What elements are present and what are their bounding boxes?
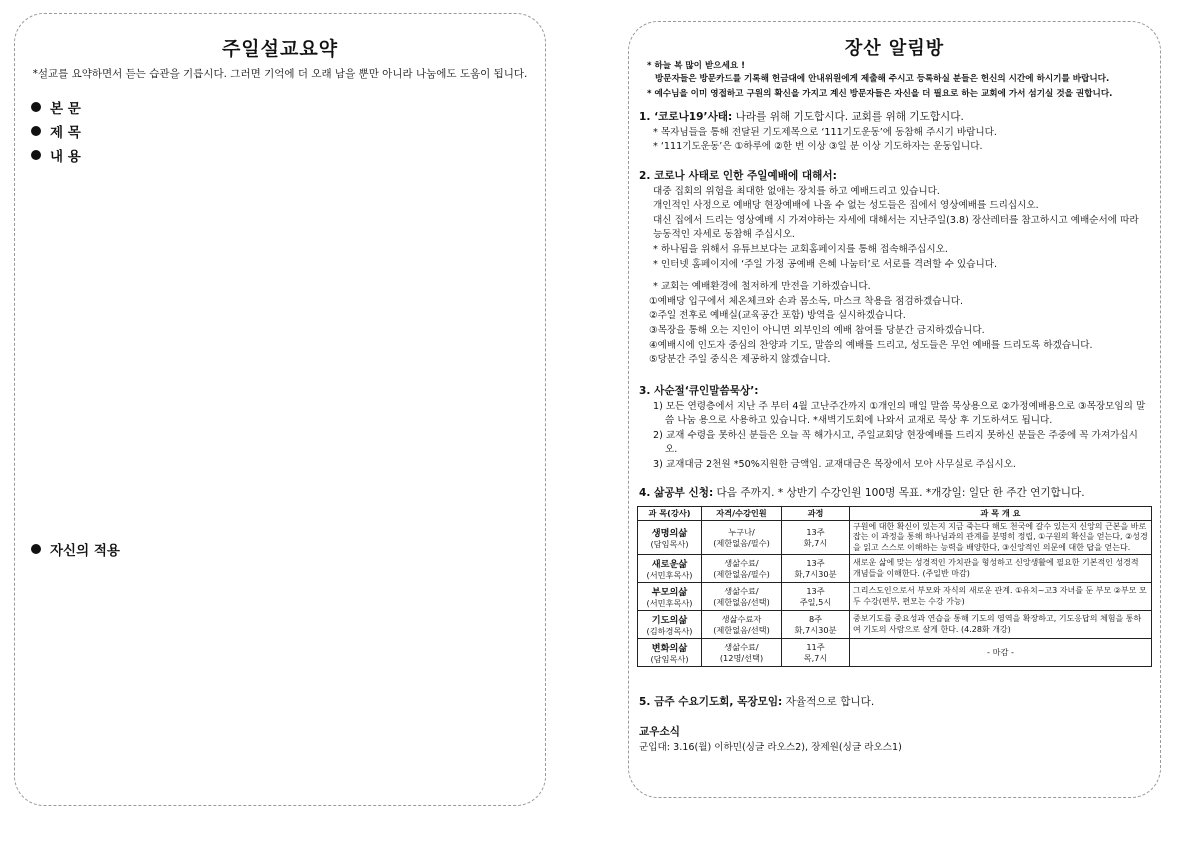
bullet-icon: [31, 126, 41, 136]
visitor-notice: [647, 88, 1146, 101]
description-cell: 그리스도인으로서 부모와 자식의 새로운 관계. ①유치~고3 자녀를 둔 부모 ②부모 모두 수강(편부, 편모는 수강 가능): [850, 583, 1152, 611]
item-label: 내 용: [50, 149, 81, 165]
section-heading: 교우소식: [639, 726, 680, 738]
table-row: [638, 555, 1152, 583]
course-cell: 13주 화,7시30분: [782, 555, 850, 583]
announcements-title: 장산 알림방: [844, 38, 945, 59]
section-line: * 목자님들을 통해 전달된 기도제목으로 ‘111기도운동’에 동참해 주시기 바랍니다.: [653, 126, 997, 138]
sermon-summary-title: 주일설교요약: [221, 38, 339, 60]
course-cell: 13주 주일,5시: [782, 583, 850, 611]
course-name-cell: 기도의삶 (김하경목사): [638, 611, 702, 639]
item-application: [31, 539, 120, 559]
section-line: * ‘111기도운동’은 ①하루에 ②한 번 이상 ③일 분 이상 기도하자는 운동입니다.: [653, 141, 983, 153]
qualification-cell: 생삶수료/ (제한없음/필수): [702, 555, 782, 583]
qualification-cell: 누구나/ (제한없음/필수): [702, 521, 782, 555]
table-row: [638, 521, 1152, 555]
qualification-cell: 생삶수료/ (제한없음/선택): [702, 583, 782, 611]
section-line: ③목장을 통해 오는 지인이 아니면 외부인의 예배 참여를 당분간 금지하겠습니다.: [649, 324, 985, 336]
item-title: [31, 121, 81, 141]
item-label: 자신의 적용: [50, 543, 120, 559]
item-label: 본 문: [50, 101, 81, 117]
item-content: [31, 145, 81, 165]
section-line: * 교회는 예배환경에 철저하게 만전을 기하겠습니다.: [653, 281, 871, 293]
description-cell: 중보기도를 중요성과 연습을 통해 기도의 영역을 확장하고, 기도응답의 체험을 통하여 기도의 사람으로 살게 한다. (4.28화 개강): [850, 611, 1152, 639]
course-name-cell: 생명의삶 (담임목사): [638, 521, 702, 555]
course-cell: 13주 화,7시: [782, 521, 850, 555]
bullet-icon: [31, 102, 41, 112]
table-row: [638, 583, 1152, 611]
table-header-row: [638, 507, 1152, 521]
section-line: 개인적인 사정으로 예배당 현장예배에 나올 수 없는 성도들은 집에서 영상예배를 드리십시오.: [653, 200, 1039, 212]
notice-line: 방문자들은 방문카드를 기록해 헌금대에 안내위원에게 제출해 주시고 등록하실 분들은 헌신의 시간에 하시기를 바랍니다.: [655, 74, 1110, 84]
course-name-cell: 변화의삶 (담임목사): [638, 639, 702, 667]
announcements-panel: [628, 21, 1161, 798]
course-table: [637, 506, 1152, 667]
section-line: * 인터넷 홈페이지에 ‘주일 가정 공예배 은혜 나눔터’로 서로를 격려할 수 있습니다.: [653, 258, 998, 270]
section-line: * 하나됨을 위해서 유튜브보다는 교회홈페이지를 통해 접속해주십시오.: [653, 243, 948, 255]
welcome-notice: [647, 60, 1146, 86]
table-row: [638, 611, 1152, 639]
section-line: 대중 집회의 위험을 최대한 없애는 장치를 하고 예배드리고 있습니다.: [653, 185, 940, 197]
sermon-summary-panel: [14, 13, 546, 806]
section-heading: 3. 사순절‘큐인말씀묵상’:: [639, 385, 759, 397]
course-cell: 11주 목,7시: [782, 639, 850, 667]
column-header: 과정: [782, 507, 850, 521]
section-lent-meditation: [639, 384, 1150, 473]
description-cell: 구원에 대한 확신이 있는지 지금 죽는다 해도 천국에 갈수 있는지 신앙의 근본을 바로 잡는 이 과정을 통해 하나님과의 관계를 분명히 정립, ①구원의 확신을 얻는다, ②성경을 읽고 스스로 이해하는 능력을 배양한다, ③신앙적인 의문에 대한 답을 얻는다.: [850, 521, 1152, 555]
qualification-cell: 생삶수료자 (제한없음/선택): [702, 611, 782, 639]
section-heading: 5. 금주 수요기도회, 목장모임: 자율적으로 합니다.: [639, 696, 875, 708]
notice-line: * 예수님을 이미 영접하고 구원의 확신을 가지고 계신 방문자들은 자신을 더 필요로 하는 교회에 가서 섬기실 것을 권합니다.: [647, 89, 1113, 99]
section-line: 대신 집에서 드리는 영상예배 시 가져야하는 자세에 대해서는 지난주일(3.8) 장산레터를 참고하시고 예배순서에 따라 능동적인 자세로 동참해 주십시오.: [653, 214, 1139, 241]
column-header: 과 목 개 요: [850, 507, 1152, 521]
bullet-icon: [31, 544, 41, 554]
description-cell: 새로운 삶에 맞는 성경적인 가치관을 형성하고 신앙생활에 필요한 기본적인 성경적 개념들을 이해한다. (주일반 마감): [850, 555, 1152, 583]
course-name-cell: 새로운삶 (서민후목사): [638, 555, 702, 583]
item-label: 제 목: [50, 125, 81, 141]
section-line: ②주일 전후로 예배실(교육공간 포함) 방역을 실시하겠습니다.: [649, 310, 906, 322]
sermon-summary-subtitle: *설교를 요약하면서 듣는 습관을 기릅시다. 그러면 기억에 더 오래 남을 뿐만 아니라 나눔에도 도움이 됩니다.: [32, 68, 528, 80]
section-member-news: [639, 725, 1150, 755]
qualification-cell: 생삶수료/ (12명/선택): [702, 639, 782, 667]
table-row: [638, 639, 1152, 667]
notice-line: * 하늘 복 많이 받으세요 !: [647, 61, 746, 71]
section-sunday-worship: [639, 169, 1150, 368]
item-scripture: [31, 97, 81, 117]
section-heading: 2. 코로나 사태로 인한 주일예배에 대해서:: [639, 170, 837, 182]
section-line: 군입대: 3.16(월) 이하민(싱글 라오스2), 장제원(싱글 라오스1): [639, 741, 902, 753]
course-name-cell: 부모의삶 (서민후목사): [638, 583, 702, 611]
column-header: 과 목(강사): [638, 507, 702, 521]
section-heading: 1. ‘코로나19’사태: 나라를 위해 기도합시다. 교회를 위해 기도합시다.: [639, 111, 964, 123]
section-line: 2) 교재 수령을 못하신 분들은 오늘 꼭 해가시고, 주일교회당 현장예배를 드리지 못하신 분들은 주중에 꼭 가져가십시오.: [653, 429, 1138, 456]
course-cell: 8주 화,7시30분: [782, 611, 850, 639]
section-corona-prayer: [639, 110, 1150, 155]
section-line: ⑤당분간 주일 중식은 제공하지 않겠습니다.: [649, 354, 831, 366]
section-line: ①예배당 입구에서 체온체크와 손과 몸소독, 마스크 착용을 점검하겠습니다.: [649, 295, 964, 307]
section-wednesday-prayer: [639, 695, 1150, 711]
section-heading: 4. 삶공부 신청: 다음 주까지. * 상반기 수강인원 100명 목표. *개강일: 일단 한 주간 연기합니다.: [639, 487, 1085, 499]
section-line: 1) 모든 연령층에서 지난 주 부터 4월 고난주간까지 ①개인의 매일 말씀 묵상용으로 ②가정예배용으로 ③목장모임의 말씀 나눔 용으로 사용하고 있습니다. *새벽기도회에 나와서 교재로 묵상 후 기도하셔도 됩니다.: [653, 400, 1146, 427]
column-header: 자격/수강인원: [702, 507, 782, 521]
section-line: 3) 교재대금 2천원 *50%지원한 금액임. 교재대금은 목장에서 모아 사무실로 주십시오.: [653, 458, 1016, 470]
description-cell: - 마감 -: [850, 639, 1152, 667]
bullet-icon: [31, 150, 41, 160]
section-life-study: [639, 486, 1150, 502]
section-line: ④예배시에 인도자 중심의 찬양과 기도, 말씀의 예배를 드리고, 성도들은 무언 예배를 드리도록 하겠습니다.: [649, 339, 1093, 351]
